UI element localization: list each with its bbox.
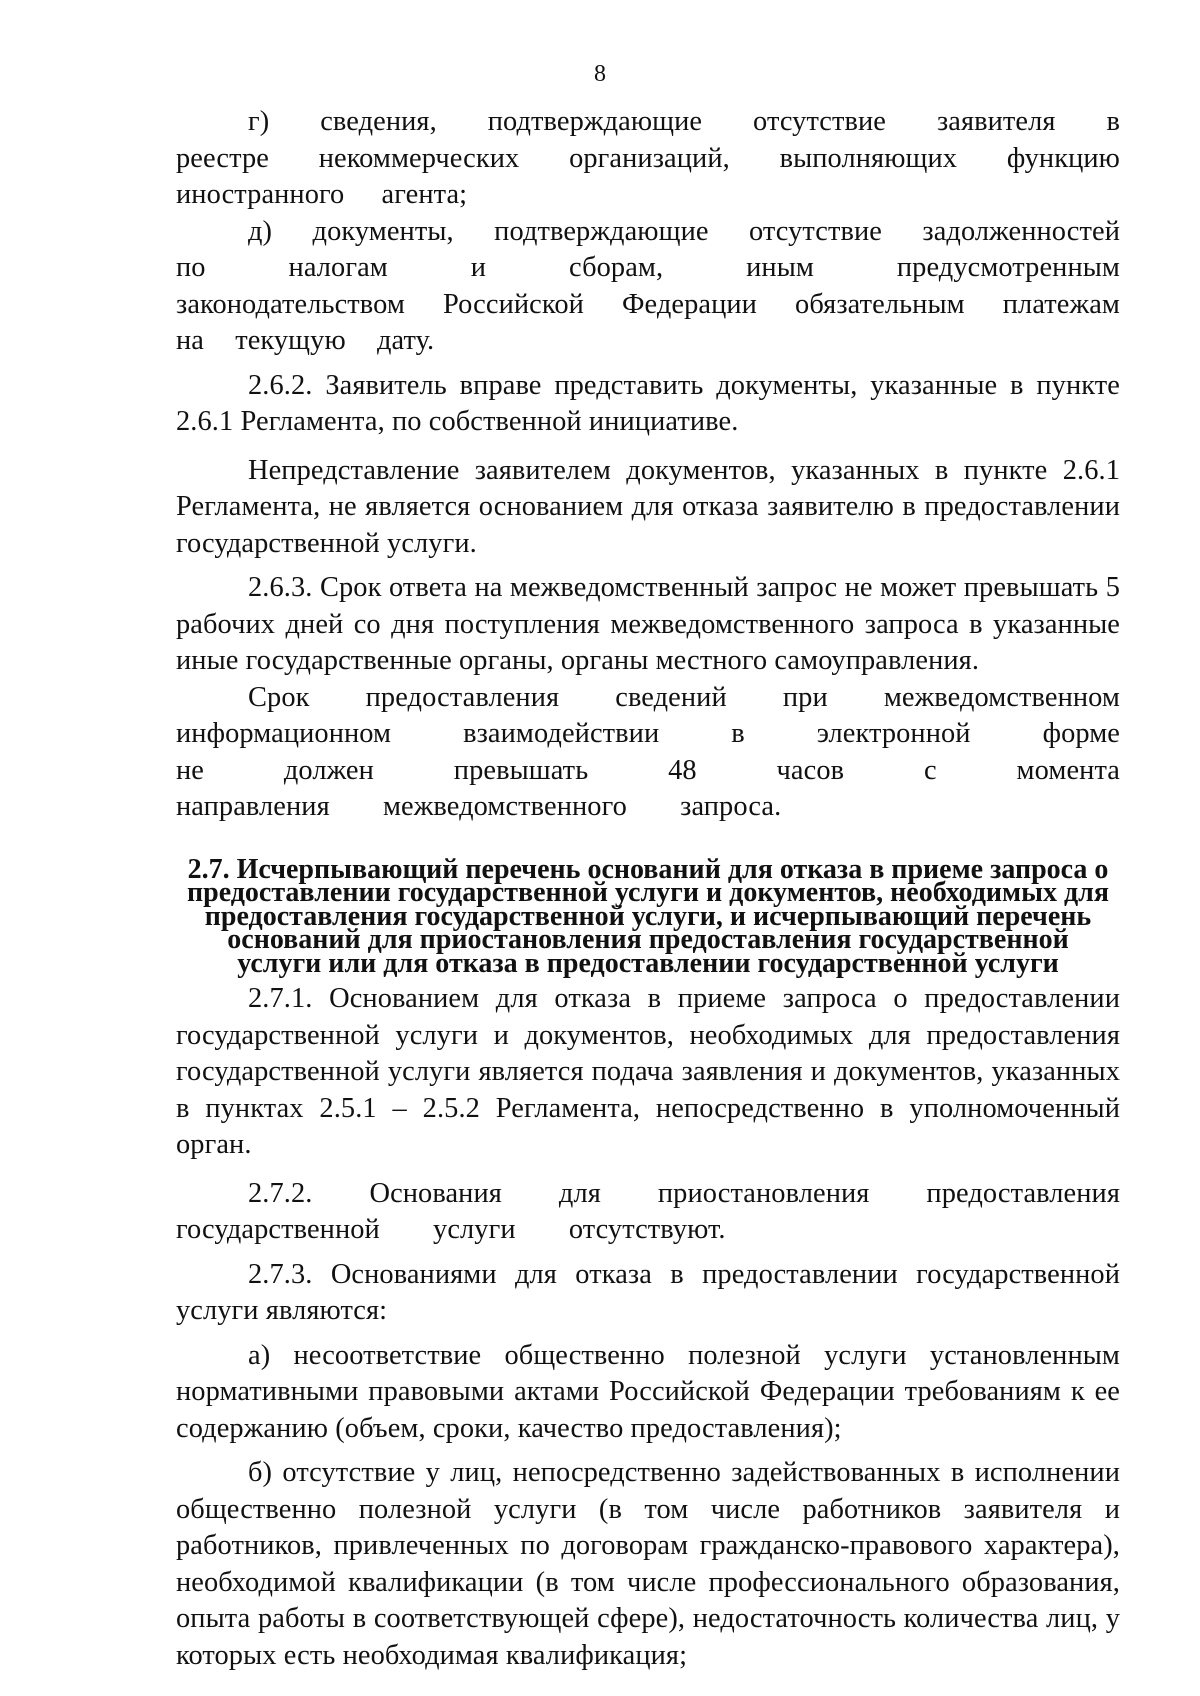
paragraph-2-6-3: 2.6.3. Срок ответа на межведомственный запрос не может превышать 5 рабочих дней со дня поступления межведомственного запроса в указанные иные государственные органы, органы местного самоуправления. bbox=[176, 572, 1120, 676]
paragraph-item-d: д) документы, подтверждающие отсутствие задолженностей по налогам и сборам, иным предусмотренным законодательством Российской Федерации обязательным платежам на текущую дату. bbox=[176, 215, 1120, 356]
paragraph-2-7-2: 2.7.2. Основания для приостановления предоставления государственной услуги отсутствуют. bbox=[176, 1177, 1120, 1245]
paragraph-2-7-3: 2.7.3. Основаниями для отказа в предоставлении государственной услуги являются: bbox=[176, 1258, 1120, 1326]
paragraph-2-7-1: 2.7.1. Основанием для отказа в приеме запроса о предоставлении государственной услуги и документов, необходимых для предоставления государственной услуги является подача заявления и документов, указанных в пунктах 2.5.1 – 2.5.2 Регламента, непосредственно в уполномоченный орган. bbox=[176, 983, 1120, 1160]
paragraph-non-submission: Непредставление заявителем документов, указанных в пункте 2.6.1 Регламента, не является основанием для отказа заявителю в предоставлении государственной услуги. bbox=[176, 454, 1120, 559]
section-heading-2-7: 2.7. Исчерпывающий перечень оснований для отказа в приеме запроса о предоставлении государственной услуги и документов, необходимых для предоставления государственной услуги, и исчерпывающий перечень оснований для приостановления предоставления государственной услуги или для отказа в предоставлении государственной услуги bbox=[186, 853, 1110, 979]
document-body bbox=[176, 104, 1120, 1674]
paragraph-response-term: Срок предоставления сведений при межведомственном информационном взаимодействии в электронной форме не должен превышать 48 часов с момента направления межведомственного запроса. bbox=[176, 681, 1120, 822]
paragraph-item-a: а) несоответствие общественно полезной услуги установленным нормативными правовыми актами Российской Федерации требованиям к ее содержанию (объем, сроки, качество предоставления); bbox=[176, 1339, 1120, 1444]
paragraph-2-6-2: 2.6.2. Заявитель вправе представить документы, указанные в пункте 2.6.1 Регламента, по собственной инициативе. bbox=[176, 369, 1120, 437]
page-number: 8 bbox=[594, 61, 606, 87]
paragraph-item-g: г) сведения, подтверждающие отсутствие заявителя в реестре некоммерческих организаций, выполняющих функцию иностранного агента; bbox=[176, 106, 1120, 210]
paragraph-item-b: б) отсутствие у лиц, непосредственно задействованных в исполнении общественно полезной услуги (в том числе работников заявителя и работников, привлеченных по договорам гражданско-правового характера), необходимой квалификации (в том числе профессионального образования, опыта работы в соответствующей сфере), недостаточность количества лиц, у которых есть необходимая квалификация; bbox=[176, 1457, 1120, 1671]
